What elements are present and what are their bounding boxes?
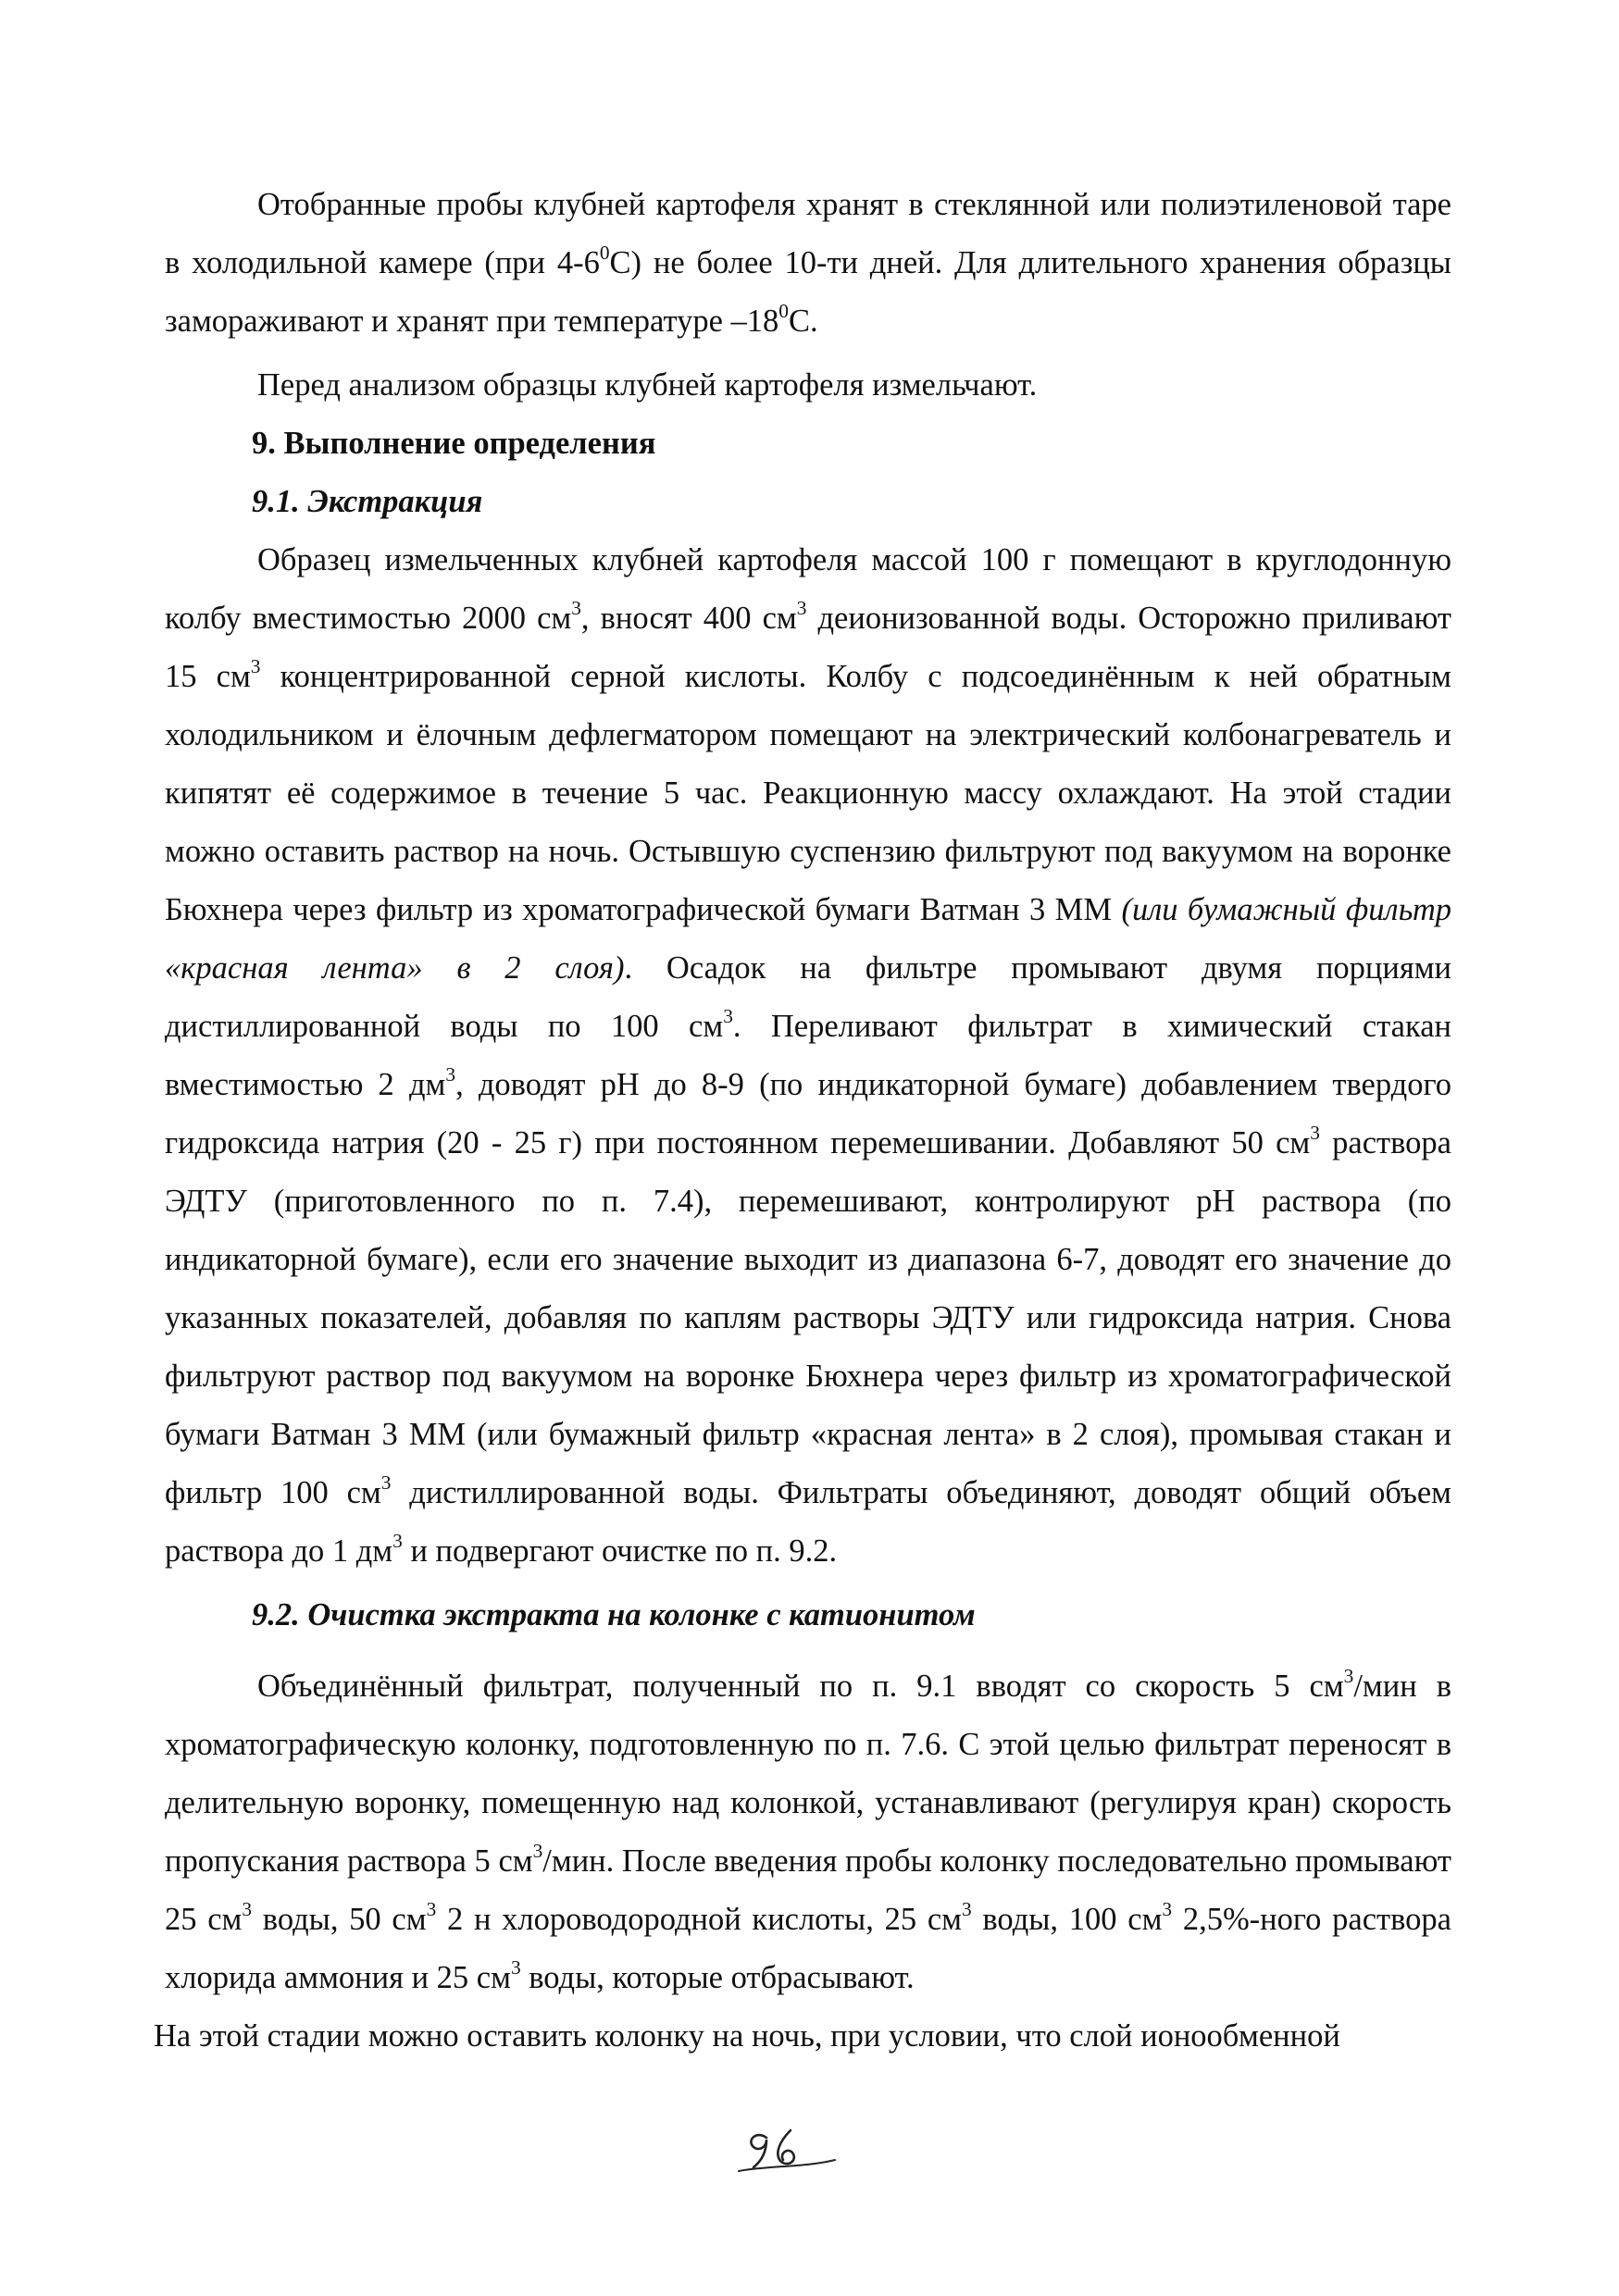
- unit-superscript: 3: [723, 1004, 733, 1027]
- extraction-text: и подвергают очистке по п. 9.2.: [402, 1533, 838, 1569]
- unit-superscript: 3: [532, 1839, 543, 1862]
- extraction-italic-text: (или бумажный фильтр «красная лента» в 2 слоя): [165, 892, 1451, 986]
- subsection-heading-cleanup: 9.2. Очистка экстракта на колонке с катионитом: [252, 1597, 976, 1632]
- unit-superscript: 3: [1310, 1121, 1320, 1144]
- cleanup-text: /мин в хроматографическую колонку, подготовленную по п. 7.6. С этой целью фильтрат переносят в делительную воронку, помещенную над колонкой, устанавливают (регулируя кран) скорость пропускания раствора 5 см: [165, 1669, 1452, 1879]
- cleanup-text: воды, которые отбрасывают.: [520, 1960, 915, 1995]
- unit-superscript: 3: [510, 1955, 521, 1979]
- unit-superscript: 3: [961, 1897, 972, 1920]
- subsection-heading-extraction: 9.1. Экстракция: [252, 484, 483, 519]
- page-content: [154, 176, 1452, 2066]
- extraction-paragraph: [165, 531, 1451, 1581]
- cleanup-text: воды, 100 см: [971, 1902, 1163, 1937]
- extraction-text: . Переливают фильтрат в химический стакан вместимостью 2 дм: [165, 1009, 1452, 1102]
- unit-superscript: 3: [380, 1471, 392, 1494]
- cleanup-text: воды, 50 см: [252, 1902, 427, 1937]
- handwritten-page-number: [731, 2119, 842, 2175]
- unit-superscript: 3: [250, 654, 261, 677]
- extraction-text: , доводят рН до 8-9 (по индикаторной бумаге) добавлением твердого гидроксида натрия (20 - 25 г) при постоянном перемешивании. Добавляют 50 см: [165, 1067, 1452, 1160]
- extraction-text: дистиллированной воды. Фильтраты объединяют, доводят общий объем раствора до 1 дм: [165, 1475, 1451, 1569]
- extraction-text: Образец измельченных клубней картофеля массой 100 г помещают в круглодонную колбу вместимостью 2000 см: [165, 542, 1451, 636]
- storage-text-b: С) не более 10-ти дней. Для длительного хранения образцы замораживают и хранят при температуре –18: [165, 245, 1451, 339]
- grinding-paragraph: Перед анализом образцы клубней картофеля измельчают.: [257, 367, 1038, 403]
- extraction-text: . Осадок на фильтре промывают двумя порциями дистиллированной воды по 100 см: [165, 950, 1452, 1044]
- extraction-text: деионизованной воды. Осторожно приливают 15 см: [165, 601, 1451, 694]
- storage-paragraph: [165, 176, 1451, 351]
- unit-superscript: 3: [242, 1897, 253, 1920]
- degree-superscript: 0: [599, 241, 610, 264]
- cleanup-last-line: На этой стадии можно оставить колонку на ночь, при условии, что слой ионообменной: [154, 2018, 1340, 2054]
- unit-superscript: 3: [1343, 1664, 1354, 1687]
- cleanup-text: Объединённый фильтрат, полученный по п. 9.1 вводят со скорость 5 см: [257, 1669, 1344, 1704]
- extraction-text: , вносят 400 см: [580, 601, 797, 636]
- extraction-text: концентрированной серной кислоты. Колбу с подсоединённым к ней обратным холодильником и ёлочным дефлегматором помещают на электрический колбонагреватель и кипятят её содержимое в течение 5 час. Реакционную массу охлаждают. На этой стадии можно оставить раствор на ночь. Остывшую суспензию фильтруют под вакуумом на воронке Бюхнера через фильтр из хроматографической бумаги Ватман 3 ММ: [165, 659, 1451, 927]
- section-heading: 9. Выполнение определения: [252, 426, 656, 461]
- unit-superscript: 3: [1162, 1897, 1173, 1920]
- storage-text-a: Отобранные пробы клубней картофеля хранят в стеклянной или полиэтиленовой таре в холодильной камере (при 4-6: [165, 187, 1451, 280]
- unit-superscript: 3: [426, 1897, 437, 1920]
- degree-superscript: 0: [778, 299, 789, 322]
- unit-superscript: 3: [392, 1529, 403, 1552]
- storage-text-c: С.: [788, 304, 818, 339]
- unit-superscript: 3: [796, 596, 807, 619]
- cleanup-text: 2 н хлороводородной кислоты, 25 см: [436, 1902, 962, 1937]
- unit-superscript: 3: [445, 1062, 456, 1086]
- cleanup-paragraph: [165, 1657, 1451, 2007]
- unit-superscript: 3: [571, 596, 581, 619]
- cleanup-text: 2,5%-ного раствора хлорида аммония и 25 см: [165, 1902, 1451, 1995]
- cleanup-text: /мин. После введения пробы колонку последовательно промывают 25 см: [165, 1843, 1451, 1937]
- extraction-text: раствора ЭДТУ (приготовленного по п. 7.4), перемешивают, контролируют рН раствора (по индикаторной бумаге), если его значение выходит из диапазона 6-7, доводят его значение до указанных показателей, добавляя по каплям растворы ЭДТУ или гидроксида натрия. Снова фильтруют раствор под вакуумом на воронке Бюхнера через фильтр из хроматографической бумаги Ватман 3 ММ (или бумажный фильтр «красная лента» в 2 слоя), промывая стакан и фильтр 100 см: [165, 1125, 1451, 1510]
